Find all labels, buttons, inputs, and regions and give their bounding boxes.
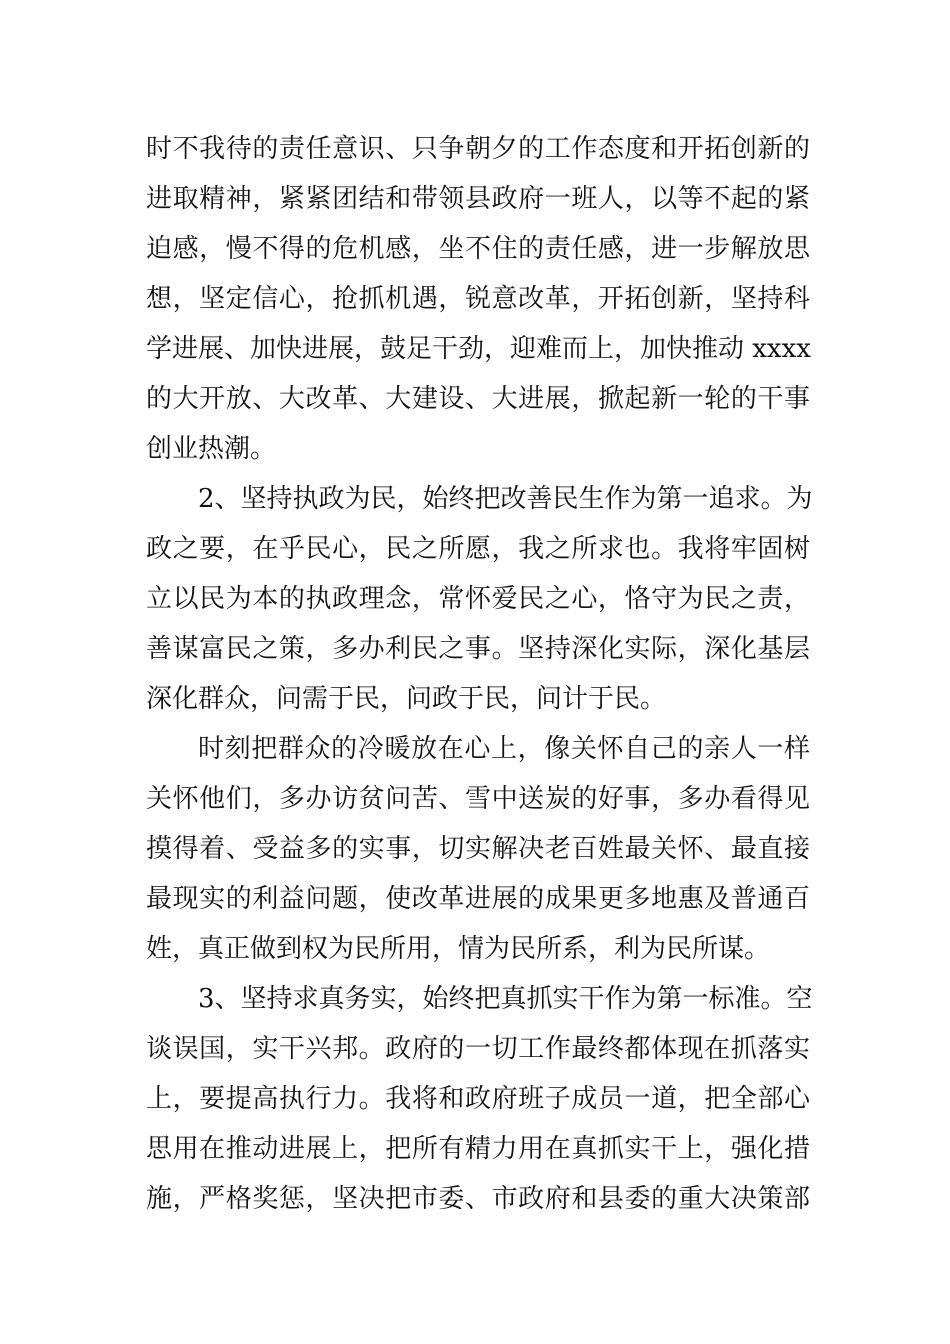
text-line: 立以民为本的执政理念，常怀爱民之心，恪守为民之责， xyxy=(146,584,810,614)
text-line: 摸得着、受益多的实事，切实解决老百姓最关怀、最直接 xyxy=(146,834,810,864)
text-line: 深化群众，问需于民，问政于民，问计于民。 xyxy=(146,684,667,714)
text-line: 上，要提高执行力。我将和政府班子成员一道，把全部心 xyxy=(146,1084,810,1114)
text-line: 施，严格奖惩，坚决把市委、市政府和县委的重大决策部 xyxy=(146,1184,810,1214)
text-line: 思用在推动进展上，把所有精力用在真抓实干上，强化措 xyxy=(146,1134,810,1164)
text-line: 进取精神，紧紧团结和带领县政府一班人，以等不起的紧 xyxy=(146,184,810,214)
text-line: 善谋富民之策，多办利民之事。坚持深化实际，深化基层 xyxy=(146,634,810,664)
paragraph-first-line: 时刻把群众的冷暖放在心上，像关怀自己的亲人一样 xyxy=(198,734,810,764)
text-line: 创业热潮。 xyxy=(146,434,277,464)
text-line: 姓，真正做到权为民所用，情为民所系，利为民所谋。 xyxy=(146,934,771,964)
text-line: 迫感，慢不得的危机感，坐不住的责任感，进一步解放思 xyxy=(146,234,810,264)
paragraph-first-line: 2、坚持执政为民，始终把改善民生作为第一追求。为 xyxy=(198,484,813,514)
text-line: 最现实的利益问题，使改革进展的成果更多地惠及普通百 xyxy=(146,884,810,914)
text-line: 关怀他们，多办访贫问苦、雪中送炭的好事，多办看得见 xyxy=(146,784,810,814)
text-line: 时不我待的责任意识、只争朝夕的工作态度和开拓创新的 xyxy=(146,134,810,164)
text-line: 学进展、加快进展，鼓足干劲，迎难而上，加快推动 xxxx xyxy=(146,334,811,364)
text-line: 想，坚定信心，抢抓机遇，锐意改革，开拓创新，坚持科 xyxy=(146,284,810,314)
paragraph-first-line: 3、坚持求真务实，始终把真抓实干作为第一标准。空 xyxy=(198,984,813,1014)
text-line: 政之要，在乎民心，民之所愿，我之所求也。我将牢固树 xyxy=(146,534,810,564)
text-line: 谈误国，实干兴邦。政府的一切工作最终都体现在抓落实 xyxy=(146,1034,810,1064)
text-line: 的大开放、大改革、大建设、大进展，掀起新一轮的干事 xyxy=(146,384,810,414)
body-text xyxy=(146,124,813,1224)
